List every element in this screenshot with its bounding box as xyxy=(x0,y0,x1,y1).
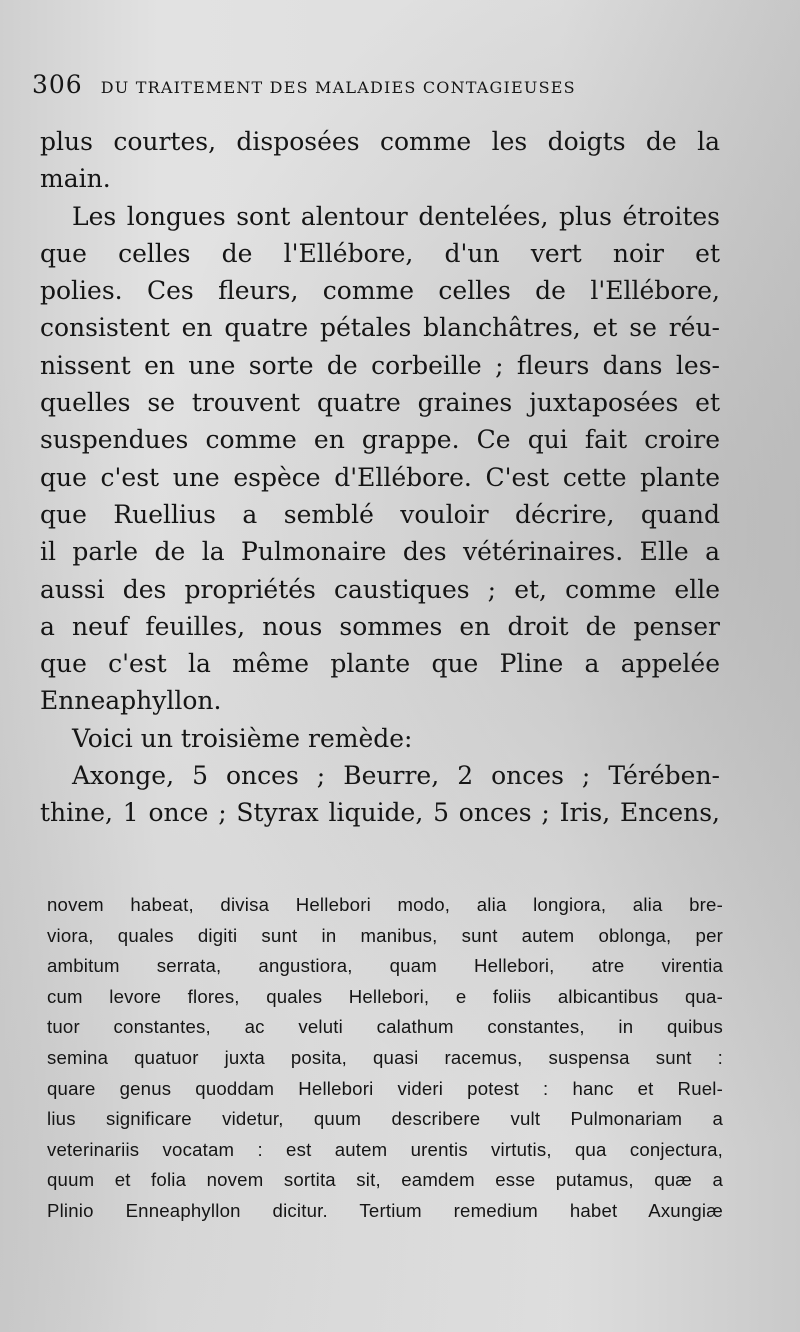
footnote-line: semina quatuor juxta posita, quasi racemus, suspensa sunt : xyxy=(47,1046,723,1068)
text-line: que Ruellius a semblé vouloir décrire, quand xyxy=(40,499,720,529)
text-line: que c'est une espèce d'Ellébore. C'est cette plante xyxy=(40,462,720,492)
text-line: Les longues sont alentour dentelées, plus étroites xyxy=(72,201,720,231)
footnote-line: viora, quales digiti sunt in manibus, sunt autem oblonga, per xyxy=(47,924,723,946)
text-line: thine, 1 once ; Styrax liquide, 5 onces ; Iris, Encens, xyxy=(40,798,720,828)
footnote-line: quum et folia novem sortita sit, eamdem esse putamus, quæ a xyxy=(47,1169,723,1191)
text-line: nissent en une sorte de corbeille ; fleurs dans les- xyxy=(40,350,720,380)
text-line: que celles de l'Ellébore, d'un vert noir et xyxy=(40,238,720,268)
text-line: quelles se trouvent quatre graines juxtaposées et xyxy=(40,388,720,418)
text-line: plus courtes, disposées comme les doigts de la xyxy=(40,127,720,156)
running-head xyxy=(32,70,732,100)
text-line: aussi des propriétés caustiques ; et, comme elle xyxy=(40,574,720,604)
footnote-line: novem habeat, divisa Hellebori modo, alia longiora, alia bre- xyxy=(47,894,723,915)
footnote-line: quare genus quoddam Hellebori videri potest : hanc et Ruel- xyxy=(47,1077,723,1099)
running-title: DU TRAITEMENT DES MALADIES CONTAGIEUSES xyxy=(100,78,576,97)
text-line: suspendues comme en grappe. Ce qui fait croire xyxy=(40,425,720,455)
footnote-line: veterinariis vocatam : est autem urentis virtutis, qua conjectura, xyxy=(47,1138,723,1160)
text-line: main. xyxy=(40,164,111,194)
text-line: a neuf feuilles, nous sommes en droit de penser xyxy=(40,611,720,641)
text-line: Voici un troisième remède: xyxy=(72,723,413,753)
text-line: consistent en quatre pétales blanchâtres, et se réu- xyxy=(40,313,720,343)
text-line: polies. Ces fleurs, comme celles de l'Ellébore, xyxy=(40,276,720,306)
footnote-line: cum levore flores, quales Hellebori, e foliis albicantibus qua- xyxy=(47,985,723,1007)
text-line: Axonge, 5 onces ; Beurre, 2 onces ; Térében- xyxy=(72,761,720,791)
text-line: il parle de la Pulmonaire des vétérinaires. Elle a xyxy=(40,537,720,567)
main-text xyxy=(40,123,720,832)
text-line: que c'est la même plante que Pline a appelée xyxy=(40,649,720,679)
footnote-line: lius significare videtur, quum describere vult Pulmonariam a xyxy=(47,1108,723,1130)
footnote-line: tuor constantes, ac veluti calathum constantes, in quibus xyxy=(47,1016,723,1038)
footnote xyxy=(47,890,723,1227)
page-number: 306 xyxy=(32,70,83,99)
footnote-line: Plinio Enneaphyllon dicitur. Tertium remedium habet Axungiæ xyxy=(47,1199,723,1221)
footnote-line: ambitum serrata, angustiora, quam Hellebori, atre virentia xyxy=(47,955,723,977)
text-line: Enneaphyllon. xyxy=(40,686,222,716)
